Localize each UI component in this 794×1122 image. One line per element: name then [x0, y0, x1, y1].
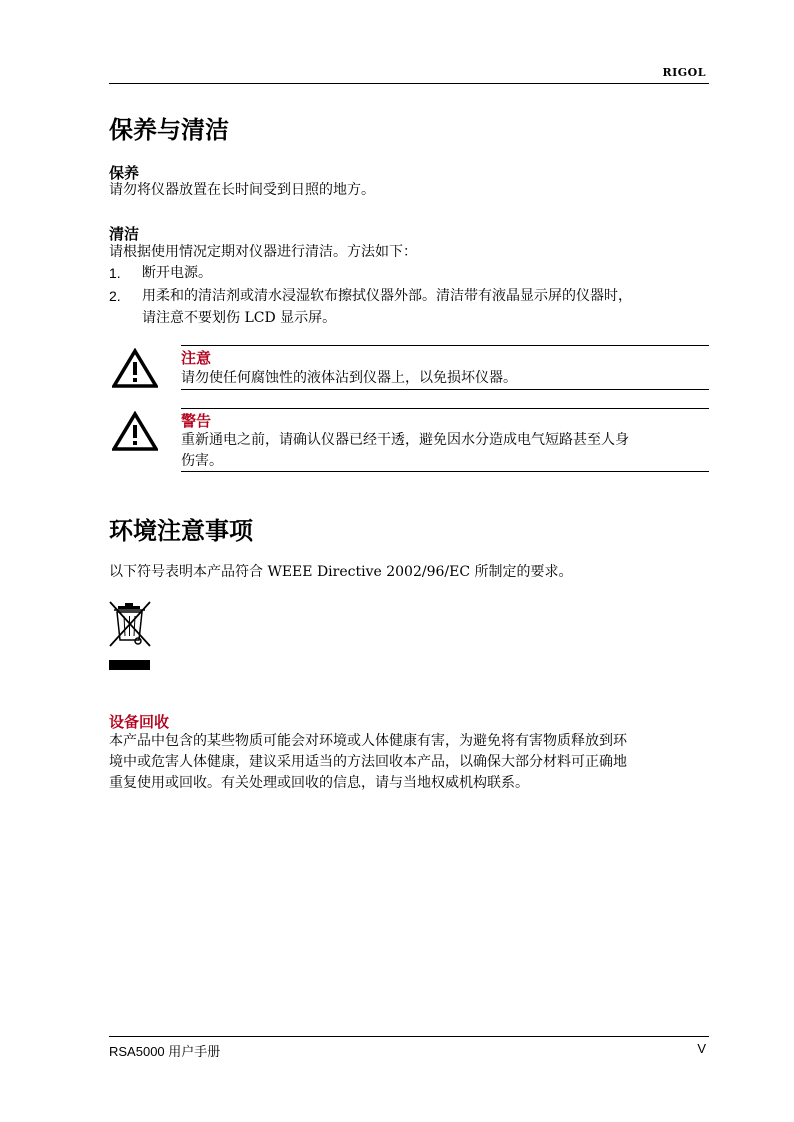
warning-text: 重新通电之前，请确认仪器已经干透，避免因水分造成电气短路甚至人身	[181, 432, 629, 448]
footer-page-number: V	[697, 1041, 706, 1056]
recycling-text-continued: 重复使用或回收。有关处理或回收的信息，请与当地权威机构联系。	[109, 775, 529, 791]
brand-logo-text: RIGOL	[662, 66, 706, 79]
warning-text-continued: 伤害。	[181, 453, 223, 469]
recycling-text: 本产品中包含的某些物质可能会对环境或人体健康有害，为避免将有害物质释放到环	[109, 733, 627, 749]
step-number: 2.	[109, 288, 121, 304]
maintenance-text: 请勿将仪器放置在长时间受到日照的地方。	[109, 182, 375, 198]
caution-bottom-rule	[181, 389, 709, 390]
caution-text: 请勿使任何腐蚀性的液体沾到仪器上，以免损坏仪器。	[181, 370, 517, 386]
step-number: 1.	[109, 265, 121, 281]
step-text-continued: 请注意不要划伤 LCD 显示屏。	[142, 310, 337, 326]
footer-manual-title: RSA5000 用户手册	[109, 1044, 221, 1059]
warning-triangle-icon	[112, 348, 158, 388]
weee-intro: 以下符号表明本产品符合 WEEE Directive 2002/96/EC 所制定的要求。	[109, 564, 573, 580]
warning-top-rule	[181, 408, 709, 409]
subheading-recycling: 设备回收	[109, 713, 170, 731]
crossed-out-bin-icon	[108, 600, 152, 672]
warning-title: 警告	[181, 412, 212, 430]
recycling-text-continued: 境中或危害人体健康，建议采用适当的方法回收本产品，以确保大部分材料可正确地	[109, 754, 627, 770]
caution-top-rule	[181, 345, 709, 346]
section-title-environment: 环境注意事项	[109, 517, 253, 545]
footer-rule	[109, 1036, 709, 1037]
caution-title: 注意	[181, 349, 212, 367]
warning-bottom-rule	[181, 471, 709, 472]
section-title-maintenance: 保养与清洁	[109, 116, 229, 144]
header-rule	[109, 83, 709, 84]
warning-triangle-icon	[112, 411, 158, 451]
cleaning-intro: 请根据使用情况定期对仪器进行清洁。方法如下：	[109, 244, 417, 260]
subheading-cleaning: 清洁	[109, 225, 140, 243]
step-text: 断开电源。	[142, 265, 212, 281]
subheading-maintenance: 保养	[109, 164, 140, 182]
step-text: 用柔和的清洁剂或清水浸湿软布擦拭仪器外部。清洁带有液晶显示屏的仪器时，	[142, 288, 632, 304]
